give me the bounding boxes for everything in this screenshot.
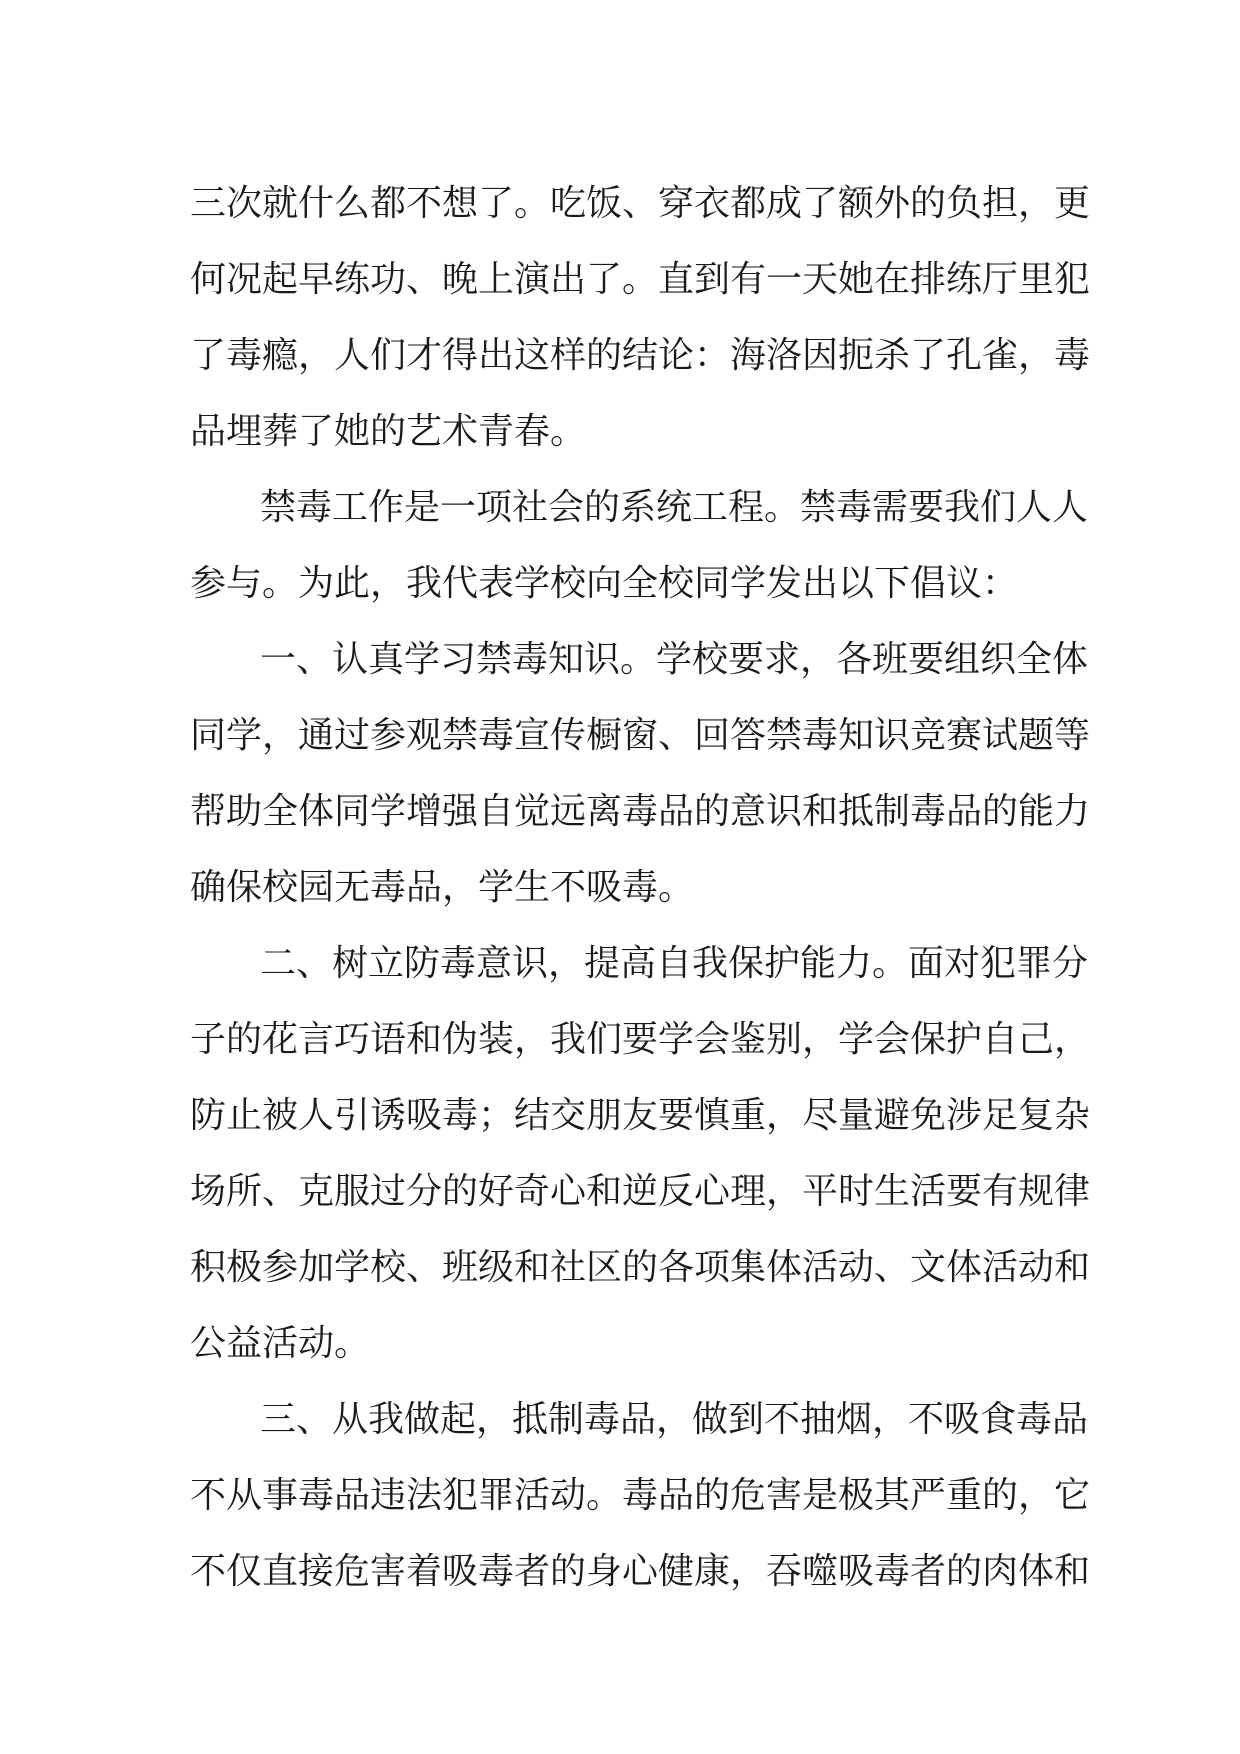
paragraph-start-line: 一、认真学习禁毒知识。学校要求，各班要组织全体	[260, 639, 1089, 680]
paragraph-start-line: 禁毒工作是一项社会的系统工程。禁毒需要我们人人	[260, 487, 1089, 528]
paragraph-start-line: 三、从我做起，抵制毒品，做到不抽烟，不吸食毒品	[260, 1399, 1089, 1440]
text-line: 三次就什么都不想了。吃饭、穿衣都成了额外的负担，更	[190, 183, 1091, 224]
text-line: 公益活动。	[190, 1323, 371, 1364]
text-line: 场所、克服过分的好奇心和逆反心理，平时生活要有规律	[190, 1171, 1091, 1212]
text-line: 不从事毒品违法犯罪活动。毒品的危害是极其严重的，它	[190, 1475, 1091, 1516]
text-line: 防止被人引诱吸毒；结交朋友要慎重，尽量避免涉足复杂	[190, 1095, 1091, 1136]
text-line: 同学，通过参观禁毒宣传橱窗、回答禁毒知识竞赛试题等	[190, 715, 1091, 756]
text-line: 帮助全体同学增强自觉远离毒品的意识和抵制毒品的能力	[190, 791, 1091, 832]
text-line: 确保校园无毒品，学生不吸毒。	[190, 867, 695, 908]
text-line: 品埋葬了她的艺术青春。	[190, 411, 587, 452]
text-line: 何况起早练功、晚上演出了。直到有一天她在排练厅里犯	[190, 259, 1091, 300]
body-text	[190, 166, 1091, 1610]
text-line: 子的花言巧语和伪装，我们要学会鉴别，学会保护自己，	[190, 1019, 1091, 1060]
text-line: 参与。为此，我代表学校向全校同学发出以下倡议：	[190, 563, 1019, 604]
text-line: 了毒瘾，人们才得出这样的结论：海洛因扼杀了孔雀，毒	[190, 335, 1091, 376]
text-line: 不仅直接危害着吸毒者的身心健康，吞噬吸毒者的肉体和	[190, 1551, 1091, 1592]
text-line: 积极参加学校、班级和社区的各项集体活动、文体活动和	[190, 1247, 1091, 1288]
paragraph-start-line: 二、树立防毒意识，提高自我保护能力。面对犯罪分	[260, 943, 1089, 984]
